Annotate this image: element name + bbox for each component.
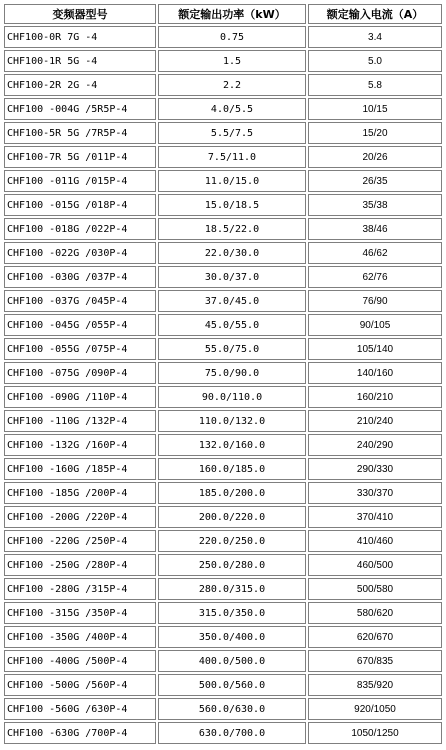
table-row xyxy=(4,98,442,120)
cell-rated-current: 1050/1250 xyxy=(308,722,442,744)
cell-rated-current: 76/90 xyxy=(308,290,442,312)
table-row xyxy=(4,410,442,432)
cell-model: CHF100 -400G /500P-4 xyxy=(4,650,156,672)
cell-rated-power: 220.0/250.0 xyxy=(158,530,306,552)
cell-rated-power: 400.0/500.0 xyxy=(158,650,306,672)
header-row xyxy=(4,4,442,24)
table-row xyxy=(4,722,442,744)
cell-rated-current: 835/920 xyxy=(308,674,442,696)
cell-rated-power: 5.5/7.5 xyxy=(158,122,306,144)
cell-model: CHF100 -500G /560P-4 xyxy=(4,674,156,696)
table-row xyxy=(4,170,442,192)
cell-rated-current: 5.8 xyxy=(308,74,442,96)
cell-rated-power: 55.0/75.0 xyxy=(158,338,306,360)
cell-rated-power: 18.5/22.0 xyxy=(158,218,306,240)
cell-model: CHF100 -015G /018P-4 xyxy=(4,194,156,216)
table-row xyxy=(4,242,442,264)
table-row xyxy=(4,146,442,168)
header-model: 变频器型号 xyxy=(4,4,156,24)
cell-model: CHF100 -160G /185P-4 xyxy=(4,458,156,480)
cell-rated-power: 4.0/5.5 xyxy=(158,98,306,120)
cell-rated-current: 460/500 xyxy=(308,554,442,576)
cell-rated-current: 140/160 xyxy=(308,362,442,384)
cell-rated-power: 22.0/30.0 xyxy=(158,242,306,264)
cell-rated-power: 2.2 xyxy=(158,74,306,96)
table-row xyxy=(4,26,442,48)
table-row xyxy=(4,602,442,624)
cell-rated-power: 132.0/160.0 xyxy=(158,434,306,456)
cell-model: CHF100 -022G /030P-4 xyxy=(4,242,156,264)
cell-rated-power: 37.0/45.0 xyxy=(158,290,306,312)
cell-rated-power: 200.0/220.0 xyxy=(158,506,306,528)
cell-rated-current: 160/210 xyxy=(308,386,442,408)
cell-rated-power: 500.0/560.0 xyxy=(158,674,306,696)
cell-rated-power: 75.0/90.0 xyxy=(158,362,306,384)
cell-rated-power: 350.0/400.0 xyxy=(158,626,306,648)
cell-rated-power: 90.0/110.0 xyxy=(158,386,306,408)
cell-model: CHF100 -560G /630P-4 xyxy=(4,698,156,720)
table-row xyxy=(4,554,442,576)
table-row xyxy=(4,578,442,600)
cell-model: CHF100 -630G /700P-4 xyxy=(4,722,156,744)
cell-rated-power: 185.0/200.0 xyxy=(158,482,306,504)
cell-rated-current: 330/370 xyxy=(308,482,442,504)
table-row xyxy=(4,338,442,360)
cell-model: CHF100 -315G /350P-4 xyxy=(4,602,156,624)
cell-rated-current: 46/62 xyxy=(308,242,442,264)
table-row xyxy=(4,50,442,72)
cell-model: CHF100 -075G /090P-4 xyxy=(4,362,156,384)
table-row xyxy=(4,530,442,552)
cell-rated-current: 410/460 xyxy=(308,530,442,552)
table-row xyxy=(4,434,442,456)
table-row xyxy=(4,290,442,312)
cell-model: CHF100 -350G /400P-4 xyxy=(4,626,156,648)
cell-rated-current: 15/20 xyxy=(308,122,442,144)
cell-rated-current: 105/140 xyxy=(308,338,442,360)
cell-rated-power: 560.0/630.0 xyxy=(158,698,306,720)
cell-model: CHF100 -185G /200P-4 xyxy=(4,482,156,504)
cell-model: CHF100 -018G /022P-4 xyxy=(4,218,156,240)
header-rated-current: 额定输入电流（A） xyxy=(308,4,442,24)
cell-rated-current: 20/26 xyxy=(308,146,442,168)
cell-rated-current: 26/35 xyxy=(308,170,442,192)
cell-model: CHF100 -220G /250P-4 xyxy=(4,530,156,552)
cell-rated-current: 240/290 xyxy=(308,434,442,456)
cell-model: CHF100 -037G /045P-4 xyxy=(4,290,156,312)
cell-rated-current: 500/580 xyxy=(308,578,442,600)
cell-rated-current: 3.4 xyxy=(308,26,442,48)
cell-model: CHF100 -090G /110P-4 xyxy=(4,386,156,408)
cell-model: CHF100 -055G /075P-4 xyxy=(4,338,156,360)
cell-model: CHF100-1R 5G -4 xyxy=(4,50,156,72)
cell-rated-power: 45.0/55.0 xyxy=(158,314,306,336)
cell-model: CHF100-5R 5G /7R5P-4 xyxy=(4,122,156,144)
cell-rated-power: 110.0/132.0 xyxy=(158,410,306,432)
cell-rated-current: 290/330 xyxy=(308,458,442,480)
cell-model: CHF100 -110G /132P-4 xyxy=(4,410,156,432)
cell-rated-power: 15.0/18.5 xyxy=(158,194,306,216)
cell-model: CHF100 -132G /160P-4 xyxy=(4,434,156,456)
table-row xyxy=(4,458,442,480)
spec-table xyxy=(2,2,444,746)
cell-rated-current: 5.0 xyxy=(308,50,442,72)
cell-rated-power: 160.0/185.0 xyxy=(158,458,306,480)
table-row xyxy=(4,362,442,384)
cell-model: CHF100 -045G /055P-4 xyxy=(4,314,156,336)
table-row xyxy=(4,218,442,240)
header-rated-power: 额定输出功率（kW） xyxy=(158,4,306,24)
table-row xyxy=(4,122,442,144)
cell-model: CHF100 -250G /280P-4 xyxy=(4,554,156,576)
cell-rated-current: 580/620 xyxy=(308,602,442,624)
cell-rated-current: 38/46 xyxy=(308,218,442,240)
cell-rated-current: 90/105 xyxy=(308,314,442,336)
cell-model: CHF100-7R 5G /011P-4 xyxy=(4,146,156,168)
cell-rated-power: 250.0/280.0 xyxy=(158,554,306,576)
table-row xyxy=(4,314,442,336)
table-body xyxy=(4,26,442,744)
cell-model: CHF100-2R 2G -4 xyxy=(4,74,156,96)
cell-rated-power: 7.5/11.0 xyxy=(158,146,306,168)
cell-model: CHF100 -280G /315P-4 xyxy=(4,578,156,600)
cell-model: CHF100 -200G /220P-4 xyxy=(4,506,156,528)
cell-rated-power: 30.0/37.0 xyxy=(158,266,306,288)
table-row xyxy=(4,482,442,504)
cell-model: CHF100 -004G /5R5P-4 xyxy=(4,98,156,120)
cell-rated-power: 0.75 xyxy=(158,26,306,48)
table-row xyxy=(4,386,442,408)
cell-rated-current: 670/835 xyxy=(308,650,442,672)
table-row xyxy=(4,626,442,648)
table-row xyxy=(4,74,442,96)
cell-rated-current: 920/1050 xyxy=(308,698,442,720)
cell-rated-power: 1.5 xyxy=(158,50,306,72)
table-row xyxy=(4,506,442,528)
cell-rated-current: 370/410 xyxy=(308,506,442,528)
cell-model: CHF100 -011G /015P-4 xyxy=(4,170,156,192)
cell-rated-current: 620/670 xyxy=(308,626,442,648)
cell-rated-power: 630.0/700.0 xyxy=(158,722,306,744)
table-row xyxy=(4,698,442,720)
table-row xyxy=(4,266,442,288)
cell-rated-power: 315.0/350.0 xyxy=(158,602,306,624)
cell-rated-power: 280.0/315.0 xyxy=(158,578,306,600)
cell-rated-current: 210/240 xyxy=(308,410,442,432)
cell-rated-power: 11.0/15.0 xyxy=(158,170,306,192)
cell-model: CHF100 -030G /037P-4 xyxy=(4,266,156,288)
cell-rated-current: 10/15 xyxy=(308,98,442,120)
cell-rated-current: 62/76 xyxy=(308,266,442,288)
table-row xyxy=(4,194,442,216)
table-row xyxy=(4,674,442,696)
cell-model: CHF100-0R 7G -4 xyxy=(4,26,156,48)
table-row xyxy=(4,650,442,672)
cell-rated-current: 35/38 xyxy=(308,194,442,216)
